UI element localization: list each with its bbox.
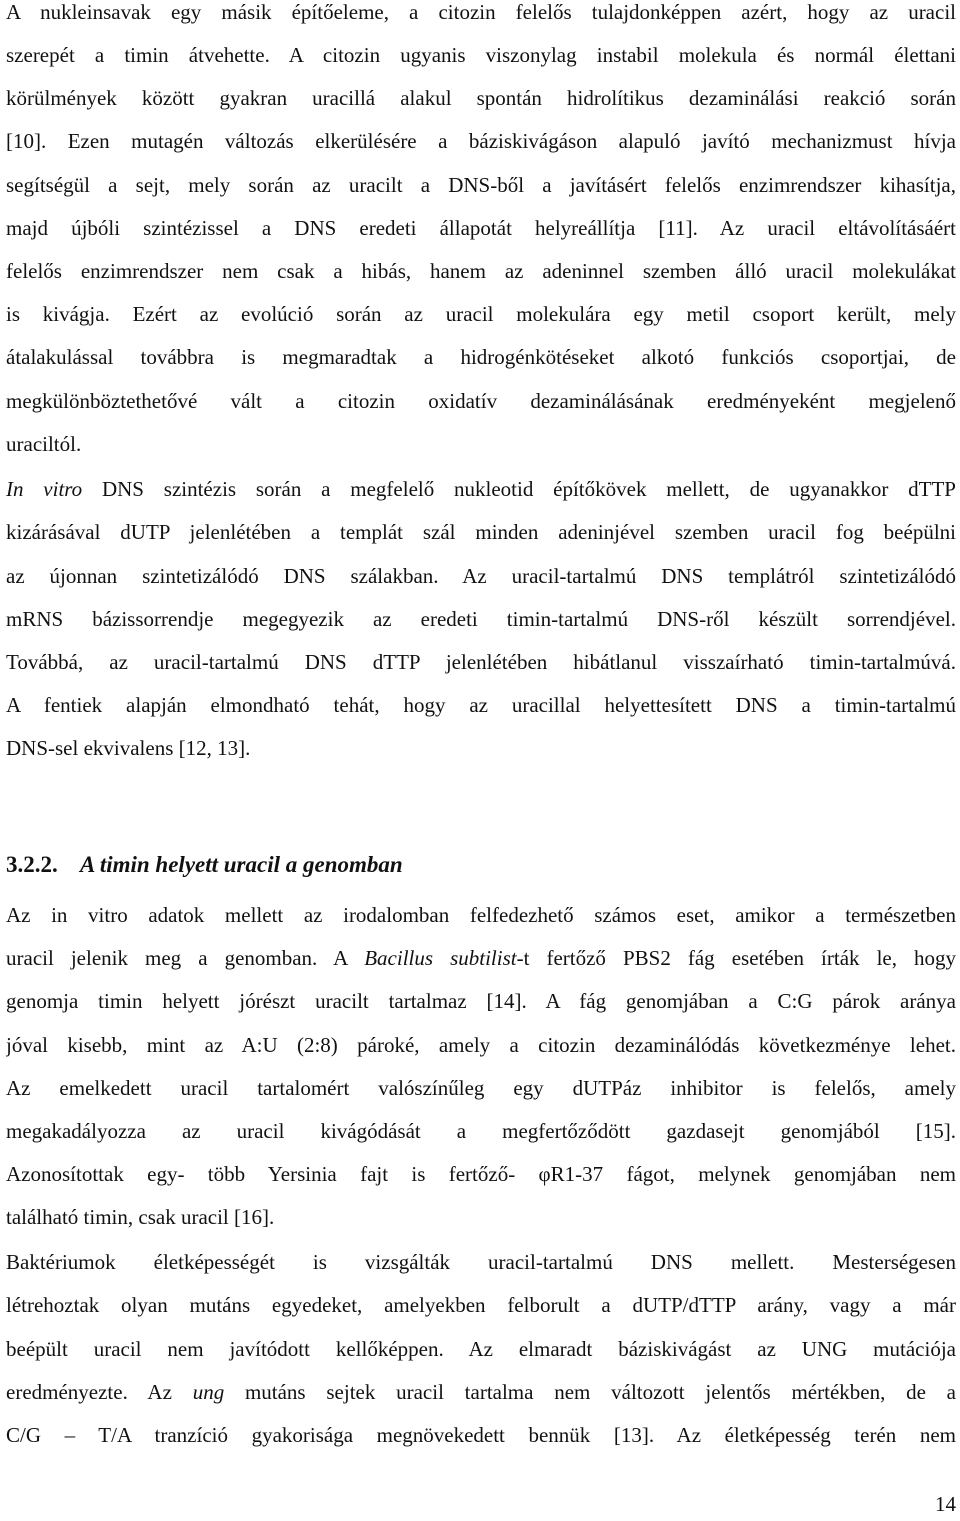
text-line: [10]. Ezen mutagén változás elkerülésére a báziskivágáson alapuló javító mechanizmust hívja: [6, 129, 956, 153]
text-line: DNS-sel ekvivalens [12, 13].: [6, 736, 251, 760]
text-line: létrehoztak olyan mutáns egyedeket, amelyekben felborult a dUTP/dTTP arány, vagy a már: [6, 1293, 956, 1317]
text-line: kizárásával dUTP jelenlétében a templát szál minden adeninjével szemben uracil fog beépülni: [6, 520, 956, 544]
text-line: majd újbóli szintézissel a DNS eredeti állapotát helyreállítja [11]. Az uracil eltávolításáért: [6, 216, 956, 240]
text-line: A fentiek alapján elmondható tehát, hogy az uracillal helyettesített DNS a timin-tartalmú: [6, 693, 956, 717]
text-line: mRNS bázissorrendje megegyezik az eredeti timin-tartalmú DNS-ről készült sorrendjével.: [6, 607, 956, 631]
text-line: segítségül a sejt, mely során az uracilt a DNS-ből a javításért felelős enzimrendszer kihasítja,: [6, 173, 956, 197]
text-line: átalakulással továbbra is megmaradtak a hidrogénkötéseket alkotó funkciós csoportjai, de: [6, 345, 956, 369]
text-line: az újonnan szintetizálódó DNS szálakban. Az uracil-tartalmú DNS templátról szintetizálódó: [6, 564, 956, 588]
text-line: Azonosítottak egy- több Yersinia fajt is fertőző- φR1-37 fágot, melynek genomjában nem: [6, 1162, 956, 1186]
section-number: 3.2.2.: [6, 852, 58, 877]
text-line: uraciltól.: [6, 432, 82, 456]
section-title: A timin helyett uracil a genomban: [80, 852, 403, 877]
text-line: megakadályozza az uracil kivágódását a megfertőződött gazdasejt genomjából [15].: [6, 1119, 956, 1143]
text-line: beépült uracil nem javítódott kellőképpen. Az elmaradt báziskivágást az UNG mutációja: [6, 1337, 956, 1361]
text-line: eredményezte. Az ung mutáns sejtek uracil tartalma nem változott jelentős mértékben, de a: [6, 1380, 956, 1404]
text-line: Továbbá, az uracil-tartalmú DNS dTTP jelenlétében hibátlanul visszaírható timin-tartalmúvá.: [6, 650, 956, 674]
text-line: jóval kisebb, mint az A:U (2:8) pároké, amely a citozin dezaminálódás következménye lehet.: [6, 1033, 956, 1057]
text-line: is kivágja. Ezért az evolúció során az uracil molekulára egy metil csoport került, mely: [6, 302, 956, 326]
text-line: Az in vitro adatok mellett az irodalomban felfedezhető számos eset, amikor a természetben: [6, 903, 956, 927]
text-line: In vitro DNS szintézis során a megfelelő nukleotid építőkövek mellett, de ugyanakkor dTTP: [6, 477, 956, 501]
text-line: felelős enzimrendszer nem csak a hibás, hanem az adeninnel szemben álló uracil molekulákat: [6, 259, 956, 283]
text-line: megkülönböztethetővé vált a citozin oxidatív dezaminálásának eredményeként megjelenő: [6, 389, 956, 413]
text-line: C/G – T/A tranzíció gyakorisága megnövekedett bennük [13]. Az életképesség terén nem: [6, 1423, 956, 1447]
text-line: genomja timin helyett jórészt uracilt tartalmaz [14]. A fág genomjában a C:G párok aránya: [6, 989, 956, 1013]
text-line: szerepét a timin átvehette. A citozin ugyanis viszonylag instabil molekula és normál élettani: [6, 43, 956, 67]
text-line: Baktériumok életképességét is vizsgálták uracil-tartalmú DNS mellett. Mesterségesen: [6, 1250, 956, 1274]
italic-term: In vitro: [6, 477, 83, 501]
text-line: körülmények között gyakran uracillá alakul spontán hidrolítikus dezaminálási reakció során: [6, 86, 956, 110]
italic-gene: ung: [192, 1380, 225, 1404]
italic-species: Bacillus subtilist: [364, 946, 517, 970]
text-line: uracil jelenik meg a genomban. A Bacillus subtilist-t fertőző PBS2 fág esetében írták le, hogy: [6, 946, 956, 970]
text-line: A nukleinsavak egy másik építőeleme, a citozin felelős tulajdonképpen azért, hogy az uracil: [6, 0, 956, 24]
page-number: 14: [935, 1492, 956, 1516]
text-line: található timin, csak uracil [16].: [6, 1205, 275, 1229]
section-heading: [6, 848, 403, 882]
text-line: Az emelkedett uracil tartalomért valószínűleg egy dUTPáz inhibitor is felelős, amely: [6, 1076, 956, 1100]
